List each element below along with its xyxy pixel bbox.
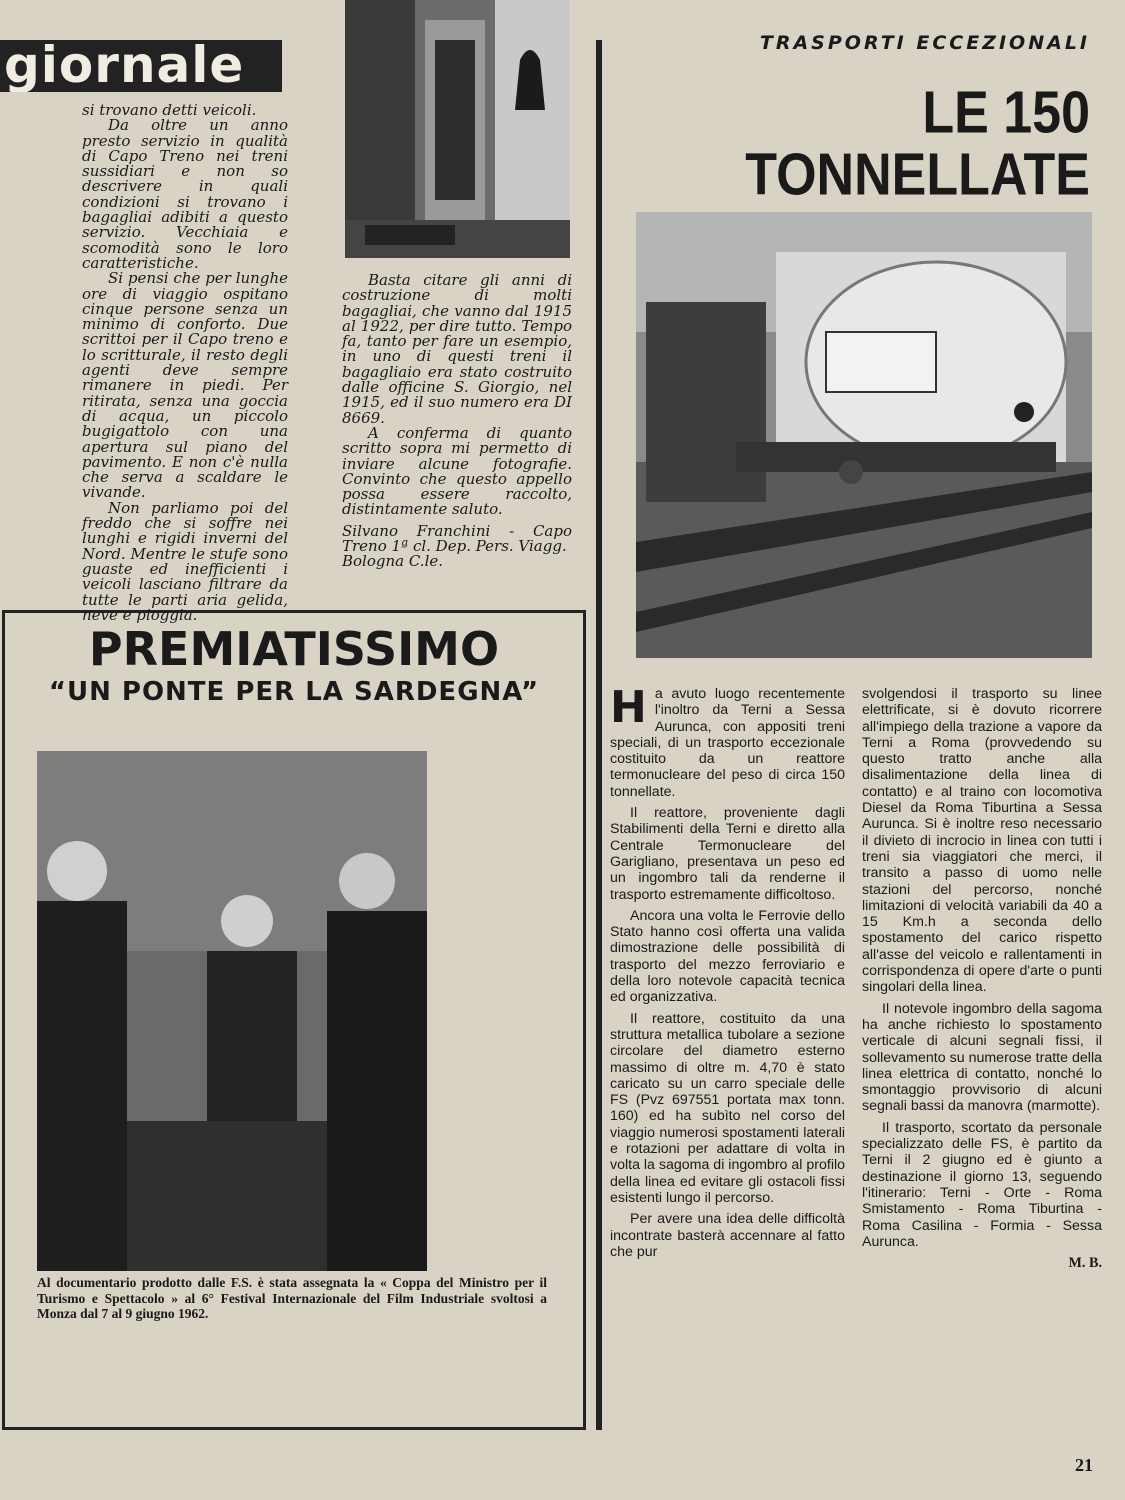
section-masthead: giornale — [0, 40, 282, 92]
article-paragraph: Il notevole ingombro della sagoma ha anche richiesto lo spostamento verticale di alcuni segnali fissi, il sollevamento su numerose tratte della linea elettrica di contatto, nonché lo smontaggio provvisorio di alcuni segnali bassi da manovra (marmotte). — [862, 1000, 1102, 1115]
article-paragraph: Il reattore, costituito da una struttura metallica tubolare a sezione circolare del diametro esterno massimo di oltre m. 4,70 è stato caricato su un carro speciale delle FS (Pvz 697551 portata max tonn. 160) ed ha subìto nel corso del viaggio numerosi spostamenti laterali e rotazioni per adattare di volta in volta la sagoma di ingombro al profilo della linea ed evitare gli ostacoli fissi esistenti lungo il percorso. — [610, 1010, 846, 1206]
signature-line-1: Silvano Franchini - Capo Treno 1ª cl. Dep. Pers. Viagg. — [342, 521, 572, 556]
award-box — [2, 610, 586, 1430]
signature-line-2: Bologna C.le. — [342, 552, 444, 571]
reactor-train-illustration — [636, 212, 1092, 658]
article-kicker: TRASPORTI ECCEZIONALI — [759, 32, 1090, 54]
letter-paragraph: si trovano detti veicoli. — [82, 101, 257, 119]
drop-cap: H — [610, 682, 647, 733]
letter-paragraph: Si pensi che per lunghe ore di viaggio ospitano cinque persone senza un minimo di conforto. Due scrittoi per il Capo treno e lo scritturale, il resto degli agenti deve sempre rimanere in piedi. Per ritirata, senza una goccia di acqua, un piccolo bugigattolo con una apertura sul piano del pavimento. E non c'è nulla che serva a scaldare le vivande. — [82, 269, 288, 502]
letter-paragraph: Basta citare gli anni di costruzione di molti bagagliai, che vanno dal 1915 al 1922, per dire tutto. Tempo fa, tanto per fare un esempio, in uno di questi treni il bagagliaio era stato costruito dalle officine S. Giorgio, nel 1915, ed il suo numero era DI 8669. — [342, 271, 572, 427]
article-author: M. B. — [1068, 1255, 1102, 1272]
award-caption: Al documentario prodotto dalle F.S. è stata assegnata la « Coppa del Ministro per il Turismo e Spettacolo » al 6° Festival Internazionale del Film Industriale svoltosi a Monza dal 7 al 9 giugno 1962. — [37, 1275, 547, 1321]
letter-paragraph: Non parliamo poi del freddo che si soffre nei lunghi e rigidi inverni del Nord. Mentre le stufe sono guaste ed inefficienti i veicoli lasciano filtrare da tutte le parti aria gelida, neve e pioggia. — [82, 498, 288, 624]
article-paragraph: Il reattore, proveniente dagli Stabilimenti della Terni e diretto alla Centrale Termonucleare del Garigliano, presentava un peso ed un ingombro tali da renderne il trasporto estremamente difficoltoso. — [610, 805, 845, 903]
letter-signature — [342, 521, 572, 571]
article-paragraph: Ha avuto luogo recentemente l'inoltro da Terni a Sessa Aurunca, con appositi treni speciali, di un trasporto eccezionale costituito da un reattore termonucleare del peso di circa 150 tonnellate. — [610, 682, 845, 800]
column-divider — [596, 40, 602, 1430]
letter-paragraph: A conferma di quanto scritto sopra mi permetto di inviare alcune fotografie. Convinto che questo appello possa essere raccolto, distintamente saluto. — [342, 423, 572, 519]
article-column-2 — [862, 686, 1102, 1271]
letter-column-2 — [342, 273, 572, 570]
article-paragraph: Ancora una volta le Ferrovie dello Stato hanno così offerta una valida dimostrazione delle possibilità di trasporto del mezzo ferroviario e della loro notevole capacità tecnica ed organizzativa. — [610, 907, 845, 1006]
article-paragraph: Per avere una idea delle difficoltà incontrate basterà accennare al fatto che pur — [610, 1211, 845, 1260]
article-paragraph: svolgendosi il trasporto su linee elettrificate, si è dovuto ricorrere all'impiego della trazione a vapore da Terni a Roma (provvedendo su questo tratto anche alla disalimentazione della linea di contatto) e al traino con locomotiva Diesel da Roma Tiburtina a Sessa Aurunca. Si è inoltre reso necessario il divieto di incrocio in linea con tutti i treni sia viaggiatori che merci, il transito a passo di uomo nelle stazioni del percorso, nonché limitazioni di velocità variabili da 40 a 15 Km.h a seconda dello spostamento del carico rispetto all'asse del veicolo e rallentamenti in corrispondenza di opere d'arte o punti singolari della linea. — [862, 686, 1102, 996]
letter-paragraph: Da oltre un anno presto servizio in qualità di Capo Treno nei treni sussidiari e non so descrivere in quali condizioni si trovano i bagagliai adibiti a questo servizio. Vecchiaia e scomodità sono le loro caratteristiche. — [82, 116, 288, 272]
article-paragraph: Il trasporto, scortato da personale specializzato delle FS, è partito da Terni il 2 giugno ed è giunto a destinazione il giorno 13, seguendo l'itinerario: Terni - Orte - Roma Smistamento - Roma Tiburtina - Roma Casilina - Formia - Sessa Aurunca. — [862, 1119, 1102, 1250]
page-number: 21 — [1075, 1455, 1093, 1475]
award-ceremony-photo — [37, 751, 427, 1271]
baggage-car-photo — [345, 0, 570, 258]
baggage-car-illustration — [345, 0, 570, 258]
reactor-train-photo — [636, 212, 1092, 658]
award-subtitle: “UN PONTE PER LA SARDEGNA” — [48, 677, 540, 707]
award-title: PREMIATISSIMO — [88, 622, 500, 676]
article-column-1 — [610, 682, 846, 1265]
award-ceremony-illustration — [37, 751, 427, 1271]
headline-line-1: LE 150 TONNELLATE — [745, 79, 1090, 209]
letter-column-1 — [82, 103, 288, 623]
